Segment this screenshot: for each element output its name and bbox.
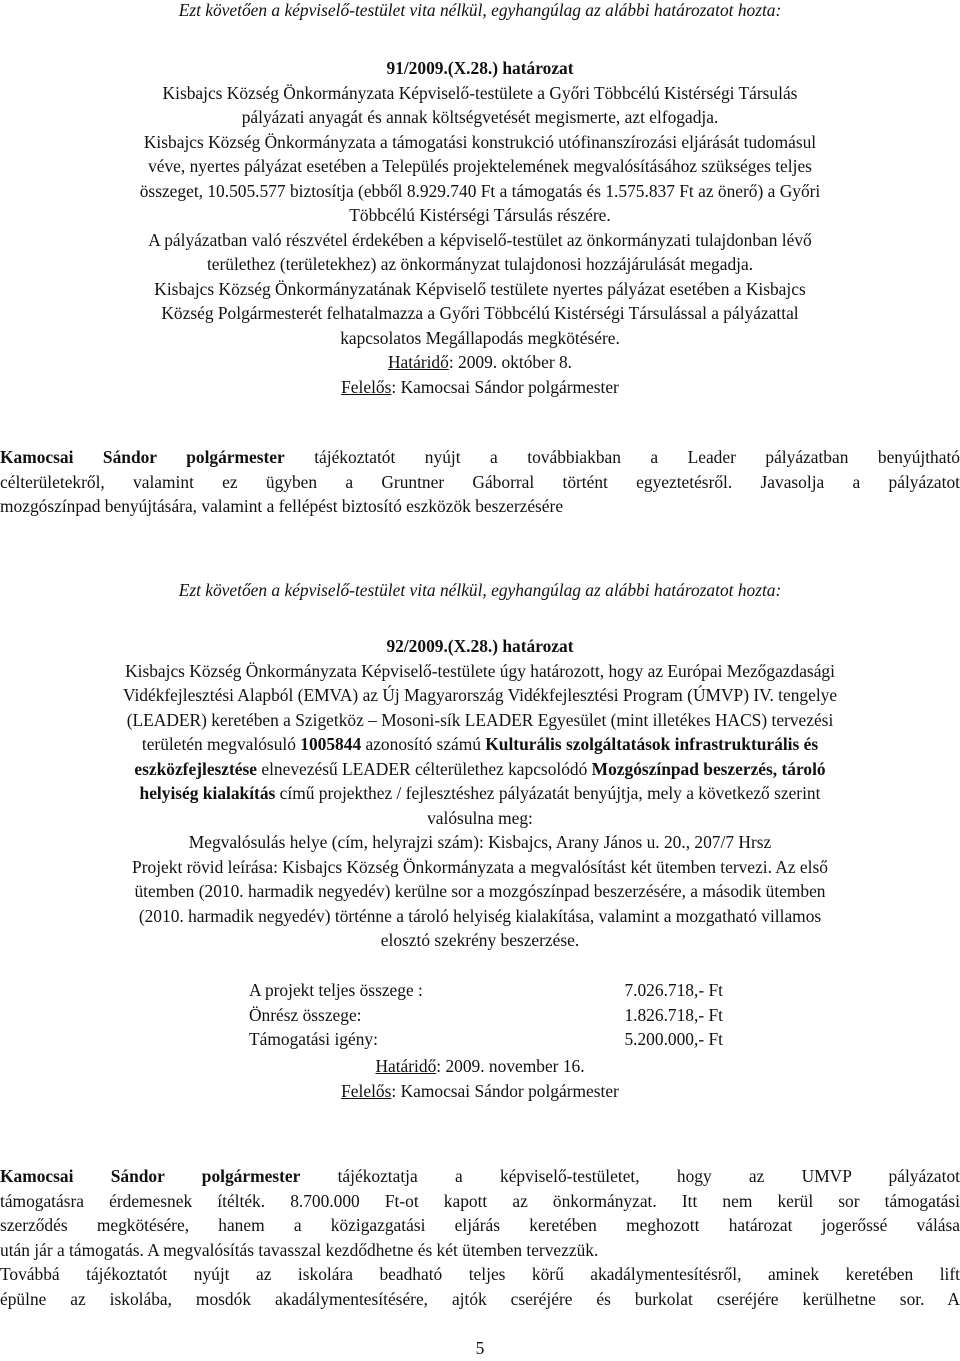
resolution-line	[0, 781, 960, 806]
report-text: tájékoztatja a képviselő-testületet, hogy az UMVP pályázatot	[300, 1166, 960, 1186]
resolution-line: Többcélú Kistérségi Társulás részére.	[349, 205, 611, 225]
report-line: célterületekről, valamint ez ügyben a Gruntner Gáborral történt egyeztetésről. Javasolja a pályázatot	[0, 471, 960, 492]
resolution-line: Község Polgármesterét felhatalmazza a Győri Többcélú Kistérségi Társulással a pályázattal	[161, 303, 799, 323]
amount-label: Támogatási igény:	[249, 1029, 378, 1049]
report-line	[0, 445, 960, 470]
resolution-title: 91/2009.(X.28.) határozat	[386, 58, 574, 78]
resolution-line	[0, 732, 960, 757]
project-name: helyiség kialakítás	[139, 783, 276, 803]
responsible-line	[0, 375, 960, 400]
resolution-line: A pályázatban való részvétel érdekében a képviselő-testület az önkormányzati tulajdonban lévő	[148, 229, 812, 250]
amount-label: Önrész összege:	[249, 1004, 362, 1025]
amount-value: 1.826.718,- Ft	[624, 1004, 723, 1025]
amount-value: 7.026.718,- Ft	[624, 980, 723, 1000]
amount-row	[249, 1027, 723, 1052]
text: azonosító számú	[361, 734, 486, 754]
resolution-line: Projekt rövid leírása: Kisbajcs Község Önkormányzata a megvalósítást két ütemben tervezi. Az első	[132, 856, 828, 877]
resolution-line: összeget, 10.505.577 biztosítja (ebből 8.929.740 Ft a támogatás és 1.575.837 Ft az önerő) a Győri	[139, 180, 821, 201]
responsible-line	[0, 1079, 960, 1104]
responsible-label: Felelős	[341, 376, 392, 397]
amount-label: A projekt teljes összege :	[249, 980, 423, 1000]
project-id: 1005844	[300, 734, 362, 754]
amount-value: 5.200.000,- Ft	[624, 1029, 723, 1049]
resolution-line: elosztó szekrény beszerzése.	[380, 930, 580, 950]
target-area-name: Kulturális szolgáltatások infrastrukturális és	[485, 734, 819, 754]
resolution-line: ütemben (2010. harmadik negyedév) kerülne sor a mozgószínpad beszerzésére, a második ütemben	[134, 881, 826, 901]
deadline-label: Határidő	[387, 352, 449, 372]
report-line: épülne az iskolába, mosdók akadálymentesítésére, ajtók cseréjére és burkolat cseréjére kerülhetne sor. A	[0, 1288, 960, 1309]
resolution-title: 92/2009.(X.28.) határozat	[386, 636, 574, 656]
amount-row	[249, 1003, 723, 1028]
mayor-report-2	[0, 1164, 960, 1311]
project-name: Mozgószínpad beszerzés, tároló	[591, 758, 826, 779]
text: területén megvalósuló	[141, 734, 301, 754]
resolution-line: Kisbajcs Község Önkormányzatának Képviselő testülete nyertes pályázat esetében a Kisbajcs	[154, 278, 806, 299]
resolution-line: Kisbajcs Község Önkormányzata a támogatási konstrukció utófinanszírozási eljárását tudomásul	[143, 131, 817, 152]
resolution-block-91	[0, 56, 960, 399]
deadline-line	[0, 350, 960, 375]
target-area-name: eszközfejlesztése	[134, 758, 258, 779]
resolution-line: véve, nyertes pályázat esetében a Település projektelemének megvalósításához szükséges teljes	[148, 156, 812, 176]
resolution-line: (2010. harmadik negyedév) történne a tároló helyiség kialakítása, valamint a mozgatható villamos	[138, 905, 822, 926]
responsible-label: Felelős	[341, 1080, 392, 1101]
resolution-line: kapcsolatos Megállapodás megkötésére.	[340, 327, 620, 348]
resolution-line: Vidékfejlesztési Alapból (EMVA) az Új Magyarország Vidékfejlesztési Program (ÚMVP) IV. tengelye	[122, 685, 838, 705]
deadline-value: : 2009. október 8.	[448, 352, 572, 372]
report-line: után jár a támogatás. A megvalósítás tavasszal kezdődhetne és két ütemben tervezzük.	[0, 1239, 599, 1260]
resolution-line	[0, 757, 960, 782]
resolution-line: területhez (területekhez) az önkormányzat tulajdonosi hozzájárulását megadja.	[206, 254, 754, 274]
report-line: mozgószínpad benyújtására, valamint a fellépést biztosító eszközök beszerzésére	[0, 496, 564, 516]
amount-row	[249, 978, 723, 1003]
speaker-name: Kamocsai Sándor polgármester	[0, 447, 285, 467]
resolution-line: Kisbajcs Község Önkormányzata Képviselő-testülete a Győri Többcélú Kistérségi Társulás	[162, 82, 798, 103]
speaker-name: Kamocsai Sándor polgármester	[0, 1166, 301, 1186]
intro-statement: Ezt követően a képviselő-testület vita nélkül, egyhangúlag az alábbi határozatot hozta:	[178, 580, 782, 600]
report-line	[0, 1164, 960, 1189]
resolution-line: (LEADER) keretében a Szigetköz – Mosoni-sík LEADER Egyesület (mint illetékes HACS) tervezési	[126, 709, 834, 730]
report-line: Továbbá tájékoztatót nyújt az iskolára beadható teljes körű akadálymentesítésről, aminek keretében lift	[0, 1264, 960, 1284]
text: elnevezésű LEADER célterülethez kapcsolódó	[257, 758, 592, 779]
resolution-line: valósulna meg:	[427, 807, 533, 828]
resolution-line: Megvalósulás helye (cím, helyrajzi szám): Kisbajcs, Arany János u. 20., 207/7 Hrsz	[188, 832, 772, 852]
text: című projekthez / fejlesztéshez pályázatát benyújtja, mely a következő szerint	[275, 783, 821, 803]
resolution-footer-92	[0, 1054, 960, 1103]
deadline-label: Határidő	[375, 1056, 437, 1076]
resolution-line: pályázati anyagát és annak költségvetését megismerte, azt elfogadja.	[241, 107, 719, 127]
responsible-value: : Kamocsai Sándor polgármester	[391, 1080, 619, 1101]
page-number: 5	[475, 1338, 485, 1358]
report-line: szerződés megkötésére, hanem a közigazgatási eljárás keretében meghozott határozat jogerőssé válása	[0, 1215, 960, 1235]
resolution-line: Kisbajcs Község Önkormányzata Képviselő-testülete úgy határozott, hogy az Európai Mezőgazdasági	[125, 660, 835, 681]
intro-statement: Ezt követően a képviselő-testület vita nélkül, egyhangúlag az alábbi határozatot hozta:	[178, 0, 782, 20]
report-text: tájékoztatót nyújt a továbbiakban a Leader pályázatban benyújtható	[284, 447, 960, 467]
deadline-line	[0, 1054, 960, 1079]
mayor-report-1	[0, 445, 960, 519]
report-line: támogatásra érdemesnek ítélték. 8.700.000 Ft-ot kapott az önkormányzat. Itt nem kerül sor támogatási	[0, 1190, 960, 1211]
amounts-table	[249, 978, 723, 1052]
deadline-value: : 2009. november 16.	[436, 1056, 585, 1076]
responsible-value: : Kamocsai Sándor polgármester	[391, 376, 619, 397]
resolution-block-92	[0, 634, 960, 953]
